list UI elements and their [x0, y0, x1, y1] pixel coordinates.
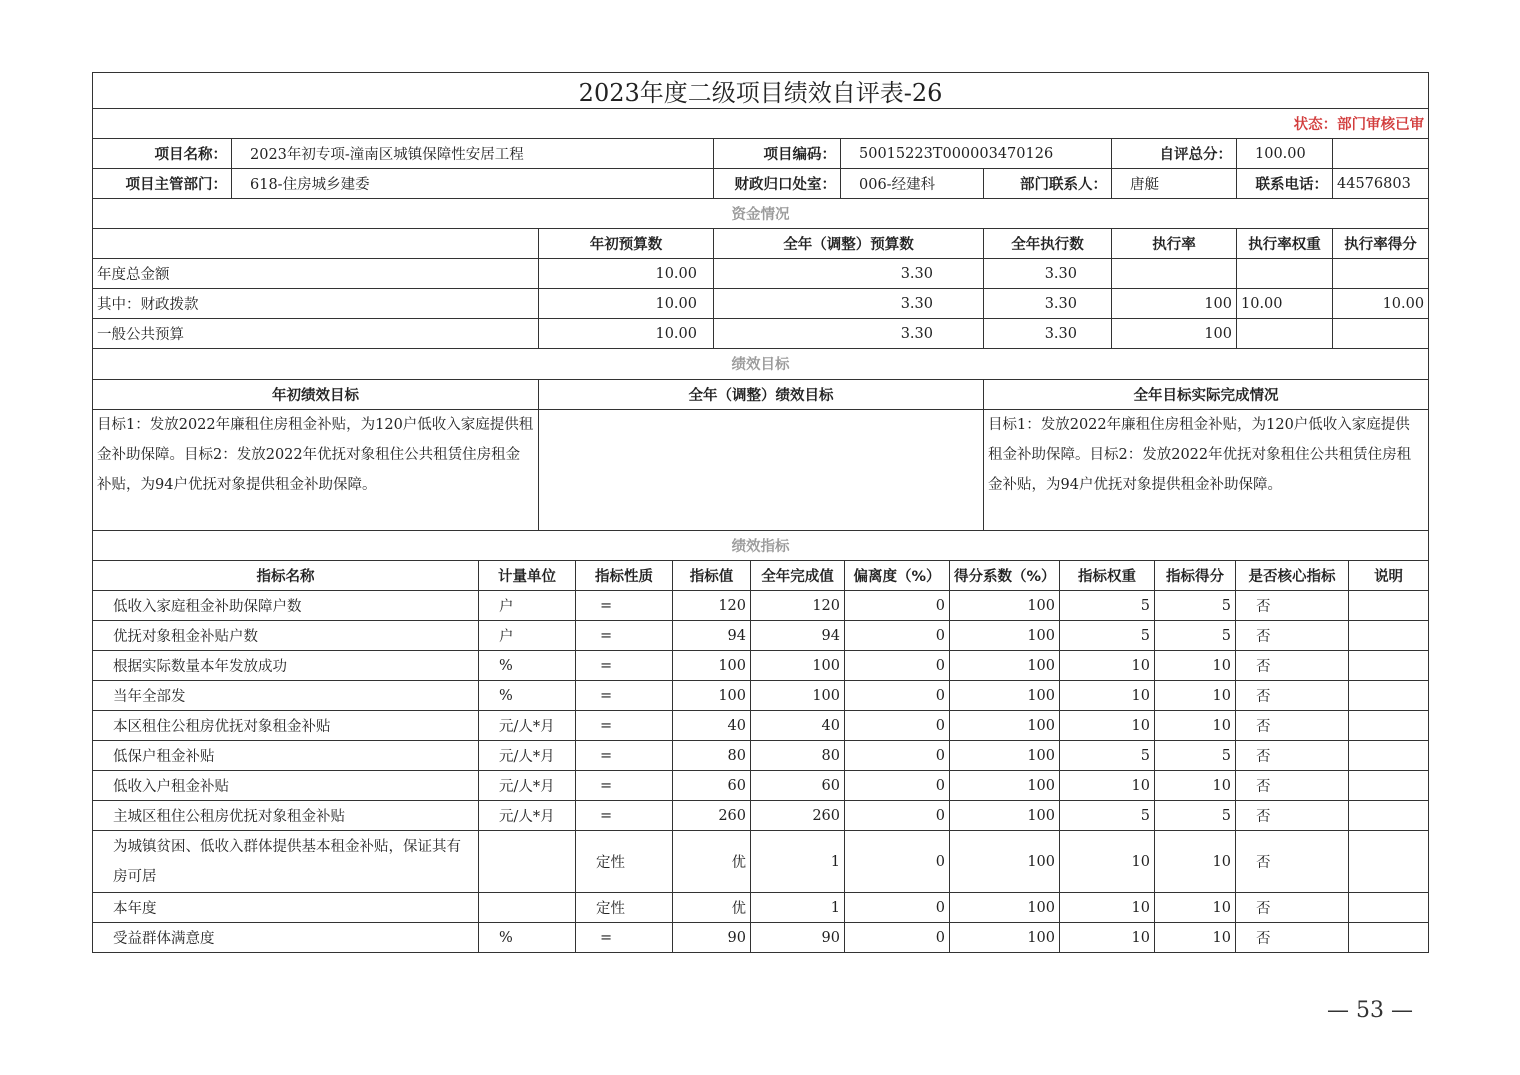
indicator-nature: = — [576, 741, 673, 771]
table-row — [93, 651, 1429, 681]
indicator-unit: 元/人*月 — [479, 771, 576, 801]
funds-row-score — [1333, 319, 1429, 349]
indicator-nature: = — [576, 771, 673, 801]
indicator-unit: 户 — [479, 621, 576, 651]
funds-row-initial: 10.00 — [539, 319, 714, 349]
indicator-note — [1349, 681, 1429, 711]
funds-row-name: 其中：财政拨款 — [93, 289, 539, 319]
indicator-target: 优 — [673, 893, 751, 923]
indicator-unit — [479, 831, 576, 893]
indicator-deviation: 0 — [845, 771, 950, 801]
ind-header-dev: 偏离度（%） — [845, 561, 950, 591]
funds-section-title: 资金情况 — [93, 199, 1429, 229]
goals-table — [92, 349, 1429, 531]
indicator-unit: 元/人*月 — [479, 801, 576, 831]
funds-header-rate: 执行率 — [1112, 229, 1237, 259]
ind-header-coef: 得分系数（%） — [950, 561, 1060, 591]
indicator-name: 为城镇贫困、低收入群体提供基本租金补贴，保证其有房可居 — [93, 831, 479, 893]
indicator-core: 否 — [1236, 801, 1349, 831]
indicator-core: 否 — [1236, 621, 1349, 651]
indicator-weight: 10 — [1060, 893, 1155, 923]
indicator-unit: % — [479, 651, 576, 681]
funds-row — [93, 319, 1429, 349]
indicator-coefficient: 100 — [950, 771, 1060, 801]
indicators-table — [92, 531, 1429, 954]
indicator-core: 否 — [1236, 831, 1349, 893]
ind-header-score: 指标得分 — [1155, 561, 1236, 591]
funds-header-weight: 执行率权重 — [1237, 229, 1333, 259]
goals-header-actual: 全年目标实际完成情况 — [984, 379, 1429, 409]
indicator-weight: 10 — [1060, 831, 1155, 893]
ind-header-nature: 指标性质 — [576, 561, 673, 591]
indicator-weight: 5 — [1060, 621, 1155, 651]
indicator-name: 当年全部发 — [93, 681, 479, 711]
ind-header-weight: 指标权重 — [1060, 561, 1155, 591]
indicator-core: 否 — [1236, 771, 1349, 801]
indicator-coefficient: 100 — [950, 681, 1060, 711]
indicator-score: 5 — [1155, 591, 1236, 621]
indicator-note — [1349, 801, 1429, 831]
table-row — [93, 831, 1429, 893]
indicator-score: 5 — [1155, 801, 1236, 831]
indicator-unit — [479, 893, 576, 923]
indicator-coefficient: 100 — [950, 893, 1060, 923]
indicator-weight: 5 — [1060, 741, 1155, 771]
funds-header-blank — [93, 229, 539, 259]
indicator-target: 260 — [673, 801, 751, 831]
finance-value: 006-经建科 — [841, 169, 984, 199]
indicator-nature: = — [576, 621, 673, 651]
page-number: — 53 — — [1327, 998, 1413, 1023]
indicator-name: 低保户租金补贴 — [93, 741, 479, 771]
funds-row-executed: 3.30 — [984, 259, 1112, 289]
project-code-label: 项目编码： — [714, 139, 841, 169]
indicator-nature: 定性 — [576, 893, 673, 923]
contact-label: 部门联系人： — [984, 169, 1112, 199]
status-badge: 状态：部门审核已审 — [93, 109, 1429, 139]
indicator-unit: 元/人*月 — [479, 711, 576, 741]
indicator-done: 80 — [751, 741, 845, 771]
table-row — [93, 621, 1429, 651]
indicator-score: 5 — [1155, 741, 1236, 771]
indicator-nature: = — [576, 681, 673, 711]
indicator-name: 受益群体满意度 — [93, 923, 479, 953]
empty-cell — [1333, 139, 1429, 169]
funds-row-rate — [1112, 259, 1237, 289]
indicator-deviation: 0 — [845, 681, 950, 711]
indicator-done: 90 — [751, 923, 845, 953]
funds-header-initial: 年初预算数 — [539, 229, 714, 259]
ind-header-unit: 计量单位 — [479, 561, 576, 591]
indicator-name: 本区租住公租房优抚对象租金补贴 — [93, 711, 479, 741]
indicator-core: 否 — [1236, 923, 1349, 953]
ind-header-done: 全年完成值 — [751, 561, 845, 591]
project-name-label: 项目名称： — [93, 139, 232, 169]
indicator-coefficient: 100 — [950, 651, 1060, 681]
indicator-target: 90 — [673, 923, 751, 953]
funds-row-name: 年度总金额 — [93, 259, 539, 289]
indicator-deviation: 0 — [845, 923, 950, 953]
ind-header-name: 指标名称 — [93, 561, 479, 591]
funds-header-executed: 全年执行数 — [984, 229, 1112, 259]
funds-row-weight — [1237, 259, 1333, 289]
table-row — [93, 801, 1429, 831]
indicator-done: 40 — [751, 711, 845, 741]
indicator-nature: = — [576, 923, 673, 953]
indicator-score: 10 — [1155, 711, 1236, 741]
indicator-note — [1349, 711, 1429, 741]
goals-header-initial: 年初绩效目标 — [93, 379, 539, 409]
indicator-done: 1 — [751, 893, 845, 923]
indicator-core: 否 — [1236, 681, 1349, 711]
dept-value: 618-住房城乡建委 — [232, 169, 714, 199]
table-row — [93, 681, 1429, 711]
indicator-note — [1349, 923, 1429, 953]
indicator-nature: 定性 — [576, 831, 673, 893]
funds-row-score: 10.00 — [1333, 289, 1429, 319]
goals-actual-text: 目标1：发放2022年廉租住房租金补贴，为120户低收入家庭提供租金补助保障。目标2：发放2022年优抚对象租住公共租赁住房租金补贴，为94户优抚对象提供租金补助保障。 — [984, 409, 1429, 530]
funds-row-score — [1333, 259, 1429, 289]
funds-row-executed: 3.30 — [984, 319, 1112, 349]
indicator-core: 否 — [1236, 591, 1349, 621]
indicator-target: 优 — [673, 831, 751, 893]
indicator-nature: = — [576, 591, 673, 621]
indicator-target: 80 — [673, 741, 751, 771]
table-row — [93, 591, 1429, 621]
indicator-name: 低收入家庭租金补助保障户数 — [93, 591, 479, 621]
indicator-note — [1349, 591, 1429, 621]
table-row — [93, 741, 1429, 771]
header-funds-table — [92, 72, 1429, 349]
indicator-score: 10 — [1155, 771, 1236, 801]
dept-label: 项目主管部门： — [93, 169, 232, 199]
indicator-note — [1349, 831, 1429, 893]
indicator-name: 主城区租住公租房优抚对象租金补贴 — [93, 801, 479, 831]
funds-row-adjusted: 3.30 — [714, 319, 984, 349]
indicator-target: 40 — [673, 711, 751, 741]
indicator-unit: 户 — [479, 591, 576, 621]
funds-row-weight — [1237, 319, 1333, 349]
indicator-coefficient: 100 — [950, 621, 1060, 651]
page-title: 2023年度二级项目绩效自评表-26 — [93, 73, 1429, 109]
indicator-weight: 10 — [1060, 711, 1155, 741]
indicator-core: 否 — [1236, 893, 1349, 923]
indicator-name: 优抚对象租金补贴户数 — [93, 621, 479, 651]
goals-section-title: 绩效目标 — [93, 349, 1429, 379]
indicator-coefficient: 100 — [950, 831, 1060, 893]
indicator-target: 100 — [673, 681, 751, 711]
contact-value: 唐艇 — [1112, 169, 1237, 199]
indicator-deviation: 0 — [845, 711, 950, 741]
indicator-score: 10 — [1155, 681, 1236, 711]
funds-row-name: 一般公共预算 — [93, 319, 539, 349]
indicator-deviation: 0 — [845, 741, 950, 771]
indicator-coefficient: 100 — [950, 711, 1060, 741]
indicator-deviation: 0 — [845, 621, 950, 651]
indicator-core: 否 — [1236, 741, 1349, 771]
indicator-name: 根据实际数量本年发放成功 — [93, 651, 479, 681]
indicator-weight: 10 — [1060, 771, 1155, 801]
indicator-score: 5 — [1155, 621, 1236, 651]
funds-header-adjusted: 全年（调整）预算数 — [714, 229, 984, 259]
table-row — [93, 893, 1429, 923]
score-value: 100.00 — [1237, 139, 1333, 169]
indicator-core: 否 — [1236, 711, 1349, 741]
indicator-weight: 10 — [1060, 681, 1155, 711]
indicator-note — [1349, 893, 1429, 923]
indicator-coefficient: 100 — [950, 741, 1060, 771]
indicator-target: 120 — [673, 591, 751, 621]
indicator-unit: 元/人*月 — [479, 741, 576, 771]
indicator-note — [1349, 621, 1429, 651]
indicator-name: 低收入户租金补贴 — [93, 771, 479, 801]
indicator-deviation: 0 — [845, 801, 950, 831]
indicator-rows — [93, 591, 1429, 953]
funds-row-initial: 10.00 — [539, 289, 714, 319]
indicator-done: 120 — [751, 591, 845, 621]
goals-initial-text: 目标1：发放2022年廉租住房租金补贴，为120户低收入家庭提供租金补助保障。目标2：发放2022年优抚对象租住公共租赁住房租金补贴，为94户优抚对象提供租金补助保障。 — [93, 409, 539, 530]
funds-row-adjusted: 3.30 — [714, 259, 984, 289]
indicators-section-title: 绩效指标 — [93, 531, 1429, 561]
indicator-weight: 5 — [1060, 591, 1155, 621]
indicator-nature: = — [576, 801, 673, 831]
indicator-note — [1349, 741, 1429, 771]
indicator-note — [1349, 771, 1429, 801]
indicator-coefficient: 100 — [950, 801, 1060, 831]
ind-header-target: 指标值 — [673, 561, 751, 591]
indicator-done: 1 — [751, 831, 845, 893]
indicator-score: 10 — [1155, 893, 1236, 923]
phone-label: 联系电话： — [1237, 169, 1333, 199]
indicator-score: 10 — [1155, 923, 1236, 953]
funds-header-score: 执行率得分 — [1333, 229, 1429, 259]
goals-header-adjusted: 全年（调整）绩效目标 — [539, 379, 984, 409]
indicator-deviation: 0 — [845, 893, 950, 923]
indicator-note — [1349, 651, 1429, 681]
indicator-weight: 5 — [1060, 801, 1155, 831]
ind-header-note: 说明 — [1349, 561, 1429, 591]
indicator-done: 60 — [751, 771, 845, 801]
phone-value: 44576803 — [1333, 169, 1429, 199]
indicator-name: 本年度 — [93, 893, 479, 923]
finance-label: 财政归口处室： — [714, 169, 841, 199]
funds-row-rate: 100 — [1112, 319, 1237, 349]
indicator-nature: = — [576, 711, 673, 741]
indicator-core: 否 — [1236, 651, 1349, 681]
indicator-coefficient: 100 — [950, 923, 1060, 953]
goals-adjusted-text — [539, 409, 984, 530]
indicator-target: 94 — [673, 621, 751, 651]
score-label: 自评总分： — [1112, 139, 1237, 169]
indicator-done: 100 — [751, 681, 845, 711]
indicator-coefficient: 100 — [950, 591, 1060, 621]
indicator-deviation: 0 — [845, 591, 950, 621]
funds-row-weight: 10.00 — [1237, 289, 1333, 319]
funds-row — [93, 259, 1429, 289]
indicator-unit: % — [479, 681, 576, 711]
project-code-value: 50015223T000003470126 — [841, 139, 1112, 169]
indicator-done: 100 — [751, 651, 845, 681]
indicator-done: 260 — [751, 801, 845, 831]
table-row — [93, 711, 1429, 741]
indicator-deviation: 0 — [845, 651, 950, 681]
indicator-target: 100 — [673, 651, 751, 681]
ind-header-core: 是否核心指标 — [1236, 561, 1349, 591]
funds-row-adjusted: 3.30 — [714, 289, 984, 319]
funds-row — [93, 289, 1429, 319]
table-row — [93, 771, 1429, 801]
indicator-done: 94 — [751, 621, 845, 651]
indicator-weight: 10 — [1060, 651, 1155, 681]
table-row — [93, 923, 1429, 953]
funds-row-rate: 100 — [1112, 289, 1237, 319]
indicator-unit: % — [479, 923, 576, 953]
indicator-score: 10 — [1155, 651, 1236, 681]
indicator-target: 60 — [673, 771, 751, 801]
indicator-weight: 10 — [1060, 923, 1155, 953]
funds-row-initial: 10.00 — [539, 259, 714, 289]
evaluation-sheet — [92, 72, 1428, 953]
funds-row-executed: 3.30 — [984, 289, 1112, 319]
project-name-value: 2023年初专项-潼南区城镇保障性安居工程 — [232, 139, 714, 169]
indicator-nature: = — [576, 651, 673, 681]
indicator-score: 10 — [1155, 831, 1236, 893]
indicator-deviation: 0 — [845, 831, 950, 893]
